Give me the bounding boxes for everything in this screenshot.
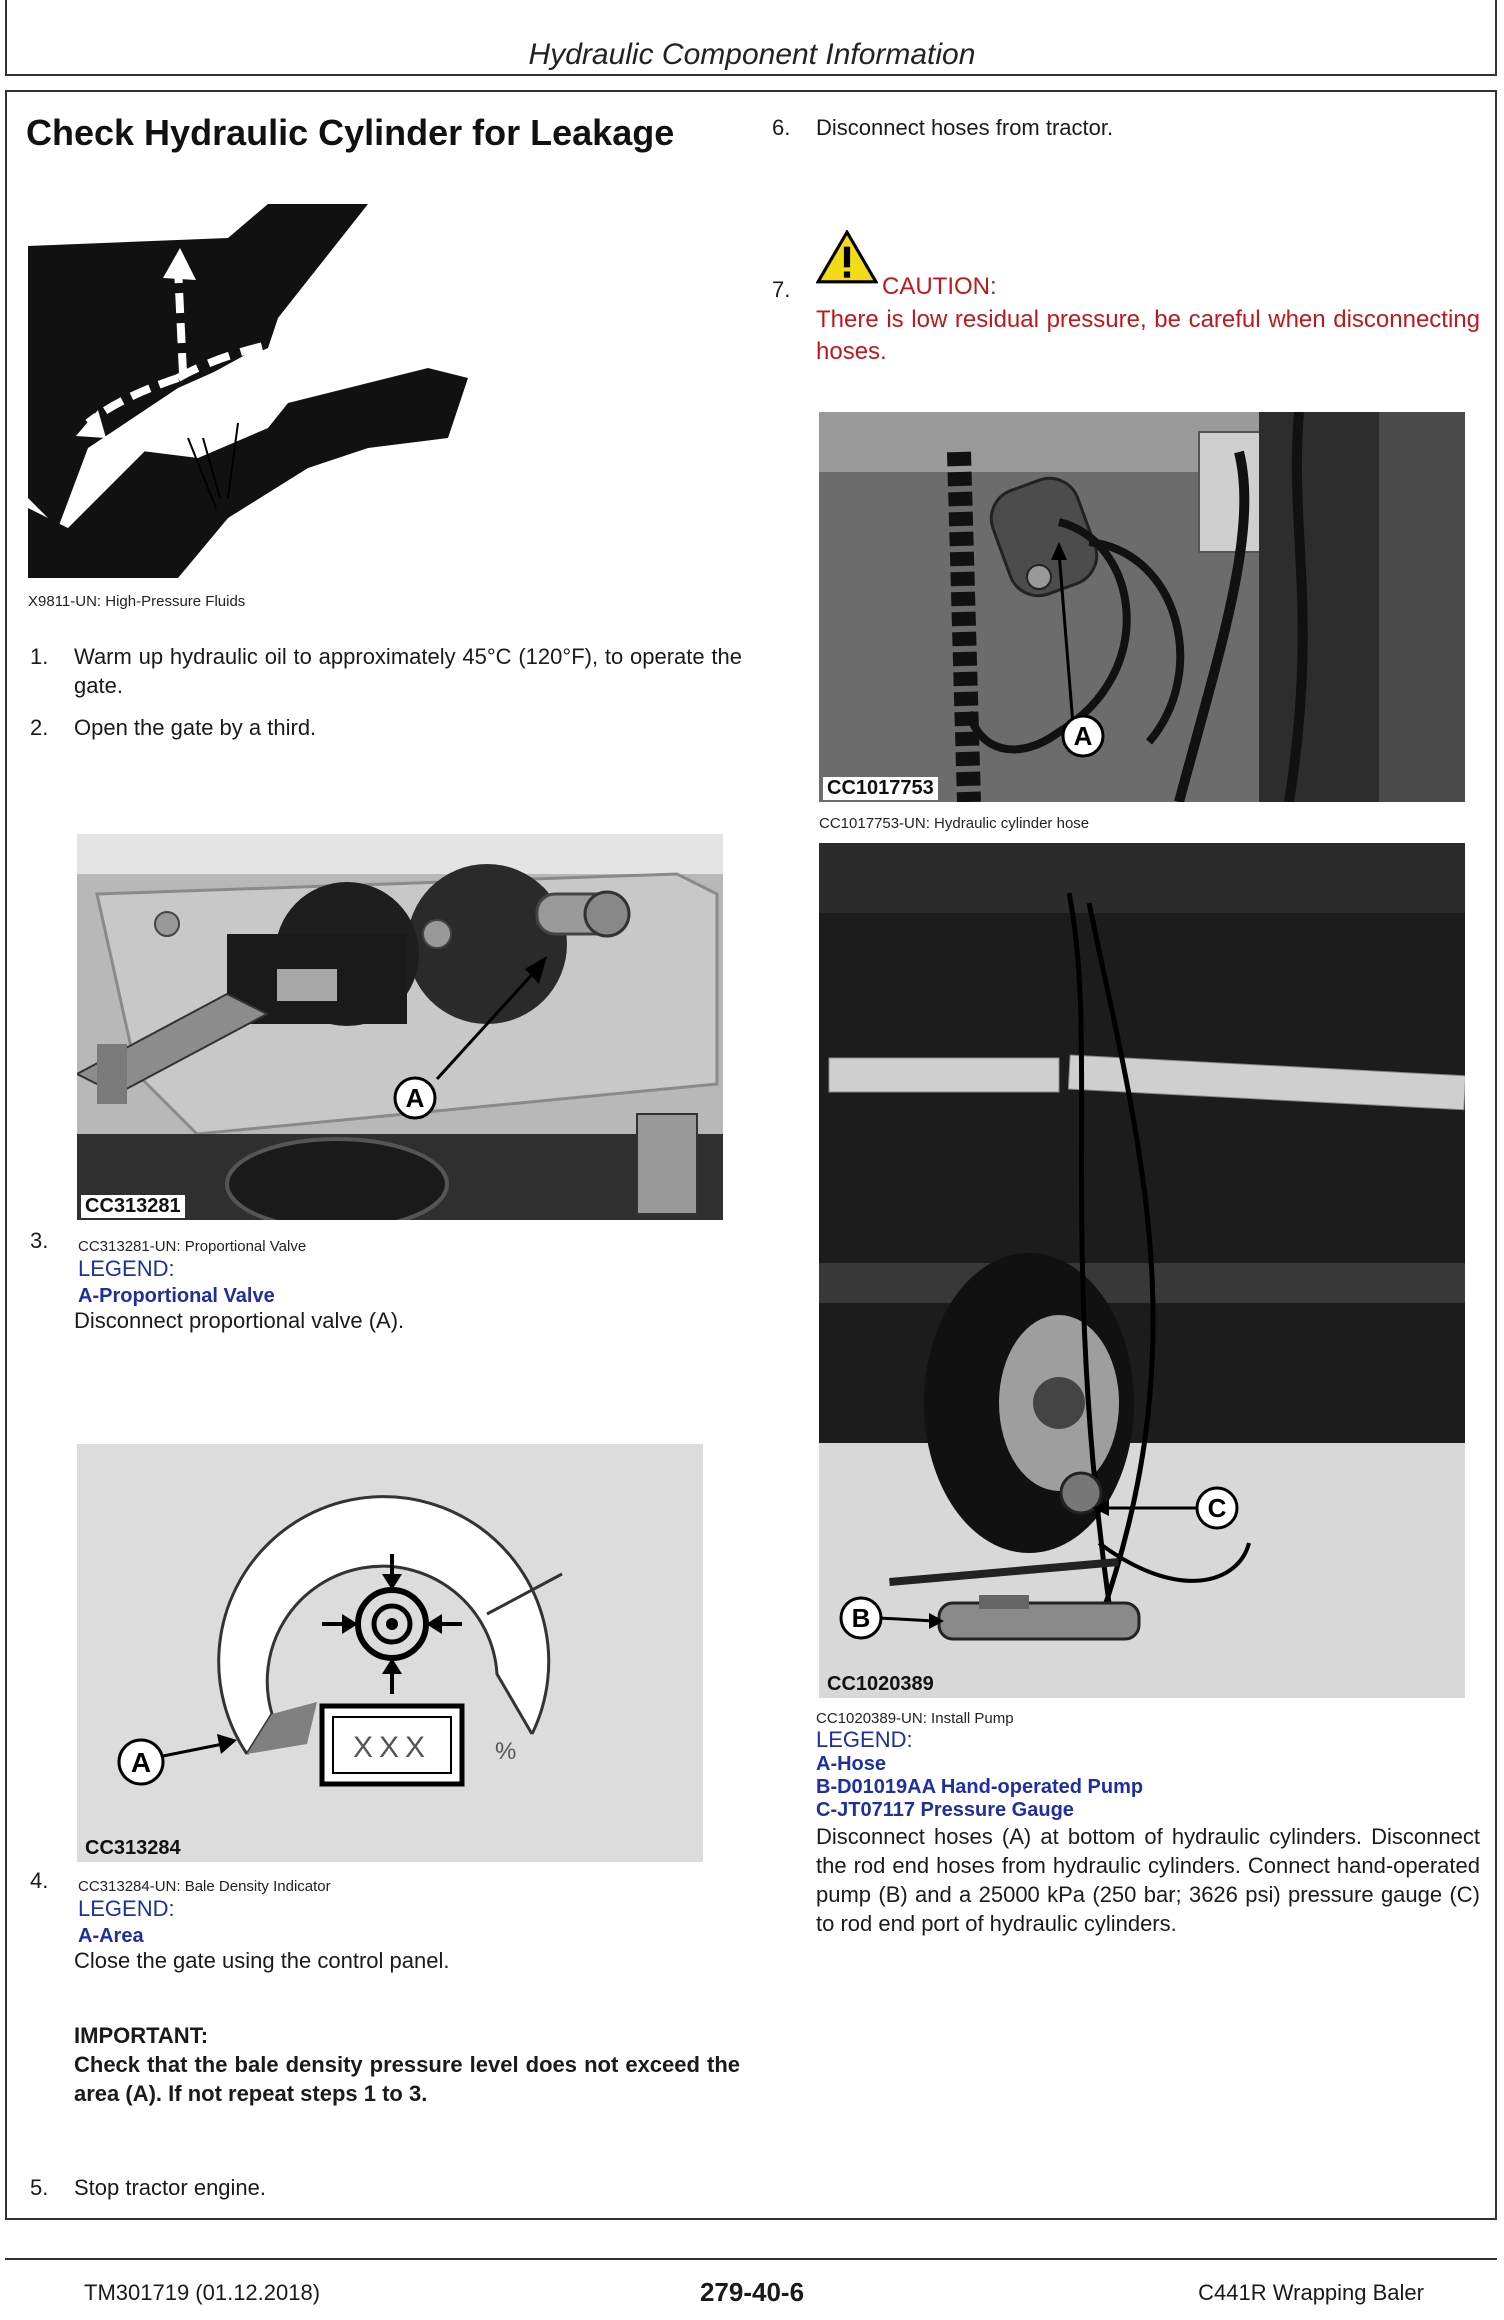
hazard-figure <box>28 198 608 578</box>
step-3-legend-label: LEGEND: <box>78 1256 175 1281</box>
section-title: Check Hydraulic Cylinder for Leakage <box>26 112 675 153</box>
caution-text: There is low residual pressure, be careful when disconnecting hoses. <box>816 306 1480 365</box>
step-4-legend-item: A-Area <box>78 1925 144 1947</box>
step-4-number: 4. <box>30 1868 49 1893</box>
footer-doc-id: TM301719 (01.12.2018) <box>84 2280 321 2305</box>
footer-product: C441R Wrapping Baler <box>1198 2280 1424 2305</box>
valve-figure-id: CC313281 <box>81 1195 185 1218</box>
indicator-callout-a: A <box>130 1747 152 1778</box>
valve-callout-a: A <box>405 1083 425 1113</box>
important-text: Check that the bale density pressure level does not exceed the area (A). If not repeat steps 1 to 3. <box>74 2052 740 2106</box>
caution-label: CAUTION: <box>882 273 997 300</box>
hose-figure-caption: CC1017753-UN: Hydraulic cylinder hose <box>819 815 1090 832</box>
step-6-number: 6. <box>772 115 791 140</box>
indicator-figure-caption: CC313284-UN: Bale Density Indicator <box>78 1878 331 1895</box>
pump-callout-b: B <box>851 1603 871 1633</box>
footer-page-number: 279-40-6 <box>699 2277 805 2307</box>
page-header-title: Hydraulic Component Information <box>528 38 976 71</box>
step-8-legend-item-c: C-JT07117 Pressure Gauge <box>816 1799 1074 1821</box>
hose-callout-a: A <box>1073 721 1093 751</box>
step-5-number: 5. <box>30 2175 49 2200</box>
indicator-figure-id: CC313284 <box>85 1837 181 1859</box>
step-8-legend-label: LEGEND: <box>816 1727 913 1752</box>
install-pump-photo <box>819 843 1465 1698</box>
step-3-legend-item: A-Proportional Valve <box>78 1285 275 1307</box>
caution-warning-icon <box>816 230 878 284</box>
proportional-valve-photo <box>77 834 723 1220</box>
valve-figure-caption: CC313281-UN: Proportional Valve <box>78 1238 307 1255</box>
footer-divider <box>5 2258 1497 2260</box>
step-8 <box>816 1710 1480 1938</box>
hydraulic-cylinder-hose-photo <box>819 412 1465 802</box>
step-8-legend-item-b: B-D01019AA Hand-operated Pump <box>816 1776 1144 1798</box>
pump-figure-id: CC1020389 <box>827 1673 934 1695</box>
step-6-text: Disconnect hoses from tractor. <box>816 115 1114 140</box>
step-3-text: Disconnect proportional valve (A). <box>74 1308 405 1333</box>
step-2-number: 2. <box>30 715 49 740</box>
step-4-legend-label: LEGEND: <box>78 1896 175 1921</box>
step-3-number: 3. <box>30 1228 49 1253</box>
important-label: IMPORTANT: <box>74 2023 209 2048</box>
pump-figure-caption: CC1020389-UN: Install Pump <box>816 1710 1014 1727</box>
step-8-text: Disconnect hoses (A) at bottom of hydraulic cylinders. Disconnect the rod end hoses from hydraulic cylinders. Connect hand-operated pump (B) and a 25000 kPa (250 bar; 3626 psi) pressure gauge (C) to rod end port of hydraulic cylinders. <box>816 1824 1480 1936</box>
step-4-text: Close the gate using the control panel. <box>74 1948 450 1973</box>
pump-callout-c: C <box>1207 1493 1227 1523</box>
step-7-number: 7. <box>772 277 791 302</box>
indicator-unit: % <box>495 1738 517 1765</box>
step-2-text: Open the gate by a third. <box>74 715 317 740</box>
hazard-figure-caption: X9811-UN: High-Pressure Fluids <box>28 593 246 610</box>
bale-density-indicator-figure <box>77 1444 703 1862</box>
step-5-text: Stop tractor engine. <box>74 2175 267 2200</box>
indicator-display-value: XXX <box>352 1731 432 1764</box>
step-1-number: 1. <box>30 644 49 669</box>
step-1-text: Warm up hydraulic oil to approximately 45°C (120°F), to operate the gate. <box>74 644 742 698</box>
step-8-legend-item-a: A-Hose <box>816 1753 887 1775</box>
high-pressure-fluid-illustration <box>28 198 608 578</box>
step-7 <box>772 230 1484 370</box>
important-note <box>74 2021 740 2108</box>
hose-figure-id: CC1017753 <box>823 777 938 800</box>
